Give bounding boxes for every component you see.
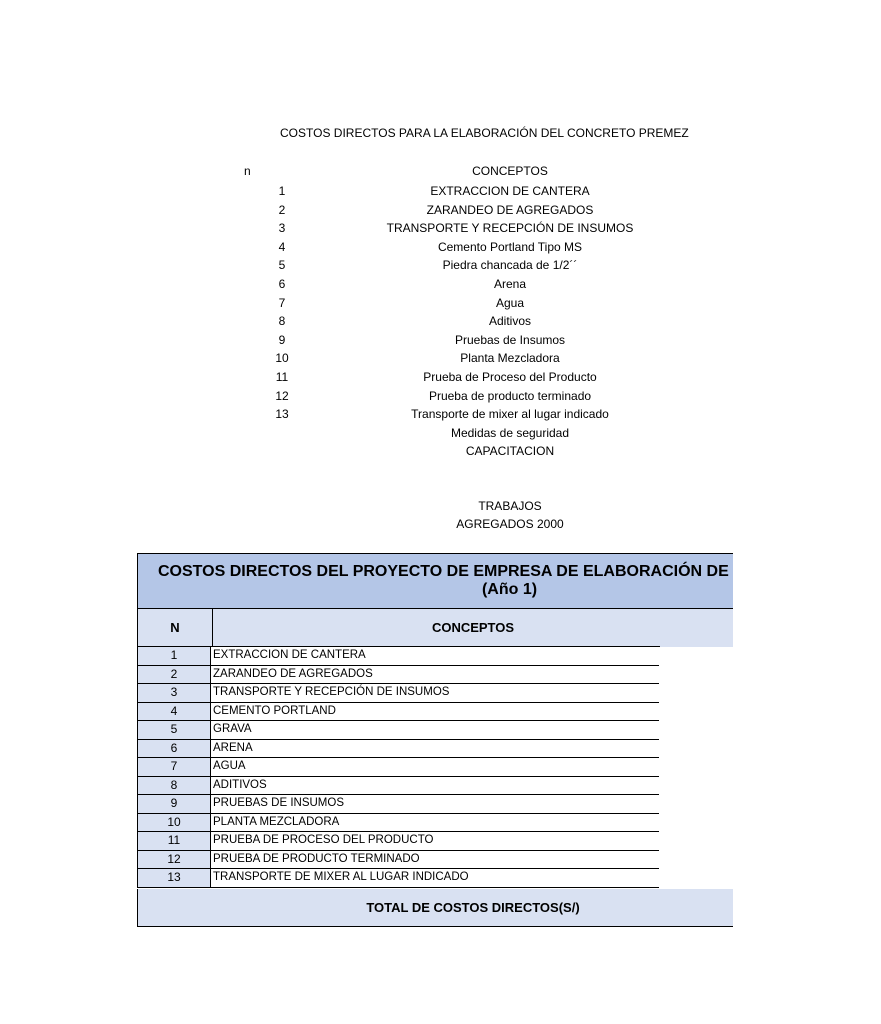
table-cell-concepto: EXTRACCION DE CANTERA	[213, 649, 366, 661]
table-cell-n: 9	[137, 795, 211, 813]
table-row	[137, 684, 659, 703]
table-cell-concepto: CEMENTO PORTLAND	[213, 704, 336, 717]
list-item-number: 11	[275, 370, 289, 384]
list-item-number: 8	[278, 314, 286, 329]
table-cell-concepto: ADITIVOS	[213, 778, 267, 791]
list-item-number: 7	[278, 295, 286, 310]
table-cell-n: 5	[137, 721, 211, 739]
list-item-concept: EXTRACCION DE CANTERA	[430, 184, 590, 198]
table-body	[137, 647, 659, 888]
table-cell-n: 12	[137, 851, 211, 869]
trabajos-label: TRABAJOS	[478, 499, 542, 513]
table-row	[137, 666, 659, 685]
list-item	[0, 312, 659, 330]
table-row	[137, 703, 659, 722]
list-item	[0, 331, 659, 349]
table-row	[137, 647, 659, 666]
table-cell-n: 10	[137, 814, 211, 832]
list-item	[0, 387, 659, 405]
table-cell-n: 2	[137, 666, 211, 684]
table-cell-concepto: GRAVA	[213, 723, 252, 735]
table-cell-concepto: AGUA	[213, 760, 246, 772]
list-item	[0, 219, 659, 237]
agregados-label: AGREGADOS 2000	[456, 517, 564, 531]
table-cell-n: 11	[137, 832, 211, 850]
column-header-n: N	[170, 620, 180, 635]
list-item-concept: Agua	[495, 295, 525, 310]
list-item	[0, 201, 659, 219]
list-item	[0, 349, 659, 367]
list-item-concept: Piedra chancada de 1/2´´	[442, 258, 578, 273]
table-cell-n: 6	[137, 740, 211, 758]
table-header-row	[137, 609, 733, 647]
list-item-number: 6	[278, 277, 286, 291]
table-row	[137, 869, 659, 888]
list-item-concept: ZARANDEO DE AGREGADOS	[426, 202, 594, 217]
table-cell-concepto: PRUEBA DE PRODUCTO TERMINADO	[213, 852, 420, 865]
table-cell-n: 3	[137, 684, 211, 702]
page-title: COSTOS DIRECTOS PARA LA ELABORACIÓN DEL CONCRETO PREMEZ	[280, 126, 689, 140]
table-cell-n: 13	[137, 869, 211, 887]
table-row	[137, 832, 659, 851]
list-item-number: 13	[275, 407, 289, 422]
list-item-concept: Cemento Portland Tipo MS	[437, 239, 583, 254]
list-item-concept: Transporte de mixer al lugar indicado	[411, 407, 609, 422]
table-row	[137, 777, 659, 796]
direct-costs-table	[137, 553, 733, 927]
total-label: TOTAL DE COSTOS DIRECTOS(S/)	[366, 900, 580, 915]
table-cell-concepto: ARENA	[213, 741, 253, 754]
list-item	[0, 405, 659, 423]
list-item	[0, 238, 659, 256]
table-row	[137, 740, 659, 759]
table-cell-n: 1	[137, 647, 211, 665]
table-row	[137, 721, 659, 740]
list-item	[0, 424, 659, 442]
list-header-conceptos: CONCEPTOS	[472, 164, 548, 178]
list-item-number: 4	[278, 239, 286, 254]
list-item	[0, 256, 659, 274]
list-item-number: 12	[275, 388, 289, 403]
list-item-number: 2	[278, 202, 286, 217]
list-item	[0, 182, 659, 200]
list-item-concept: Planta Mezcladora	[460, 351, 560, 366]
list-item-concept: CAPACITACION	[465, 444, 555, 459]
table-row	[137, 814, 659, 833]
table-cell-n: 7	[137, 758, 211, 776]
table-cell-concepto: ZARANDEO DE AGREGADOS	[213, 667, 373, 680]
list-item-concept: TRANSPORTE Y RECEPCIÓN DE INSUMOS	[386, 221, 634, 236]
table-subtitle: (Año 1)	[481, 581, 538, 598]
table-cell-concepto: PRUEBA DE PROCESO DEL PRODUCTO	[213, 834, 434, 846]
list-item	[0, 368, 659, 386]
list-item-concept: Medidas de seguridad	[450, 425, 570, 440]
table-cell-concepto: TRANSPORTE DE MIXER AL LUGAR INDICADO	[213, 871, 469, 883]
list-item-concept: Pruebas de Insumos	[454, 332, 566, 347]
list-item-concept: Aditivos	[488, 314, 532, 329]
table-cell-n: 4	[137, 703, 211, 721]
column-header-conceptos: CONCEPTOS	[431, 620, 515, 635]
list-item-number: 1	[278, 184, 286, 198]
table-title: COSTOS DIRECTOS DEL PROYECTO DE EMPRESA DE ELABORACIÓN DE	[158, 563, 729, 580]
list-item-number: 5	[278, 258, 286, 273]
table-row	[137, 851, 659, 870]
list-item	[0, 442, 659, 460]
table-row	[137, 758, 659, 777]
list-header-n: n	[244, 164, 251, 178]
list-item-concept: Arena	[493, 277, 527, 291]
table-row	[137, 795, 659, 814]
list-item-concept: Prueba de producto terminado	[428, 388, 592, 403]
table-cell-concepto: PLANTA MEZCLADORA	[213, 815, 340, 828]
list-item-number: 9	[278, 332, 286, 347]
total-row	[137, 889, 733, 927]
list-item	[0, 275, 659, 293]
list-item-number: 3	[278, 221, 286, 236]
list-item-concept: Prueba de Proceso del Producto	[423, 370, 597, 384]
table-title-band	[137, 553, 733, 609]
table-cell-concepto: PRUEBAS DE INSUMOS	[213, 797, 344, 809]
list-item-number: 10	[275, 351, 289, 366]
table-cell-n: 8	[137, 777, 211, 795]
list-item	[0, 294, 659, 312]
table-cell-concepto: TRANSPORTE Y RECEPCIÓN DE INSUMOS	[213, 686, 450, 698]
